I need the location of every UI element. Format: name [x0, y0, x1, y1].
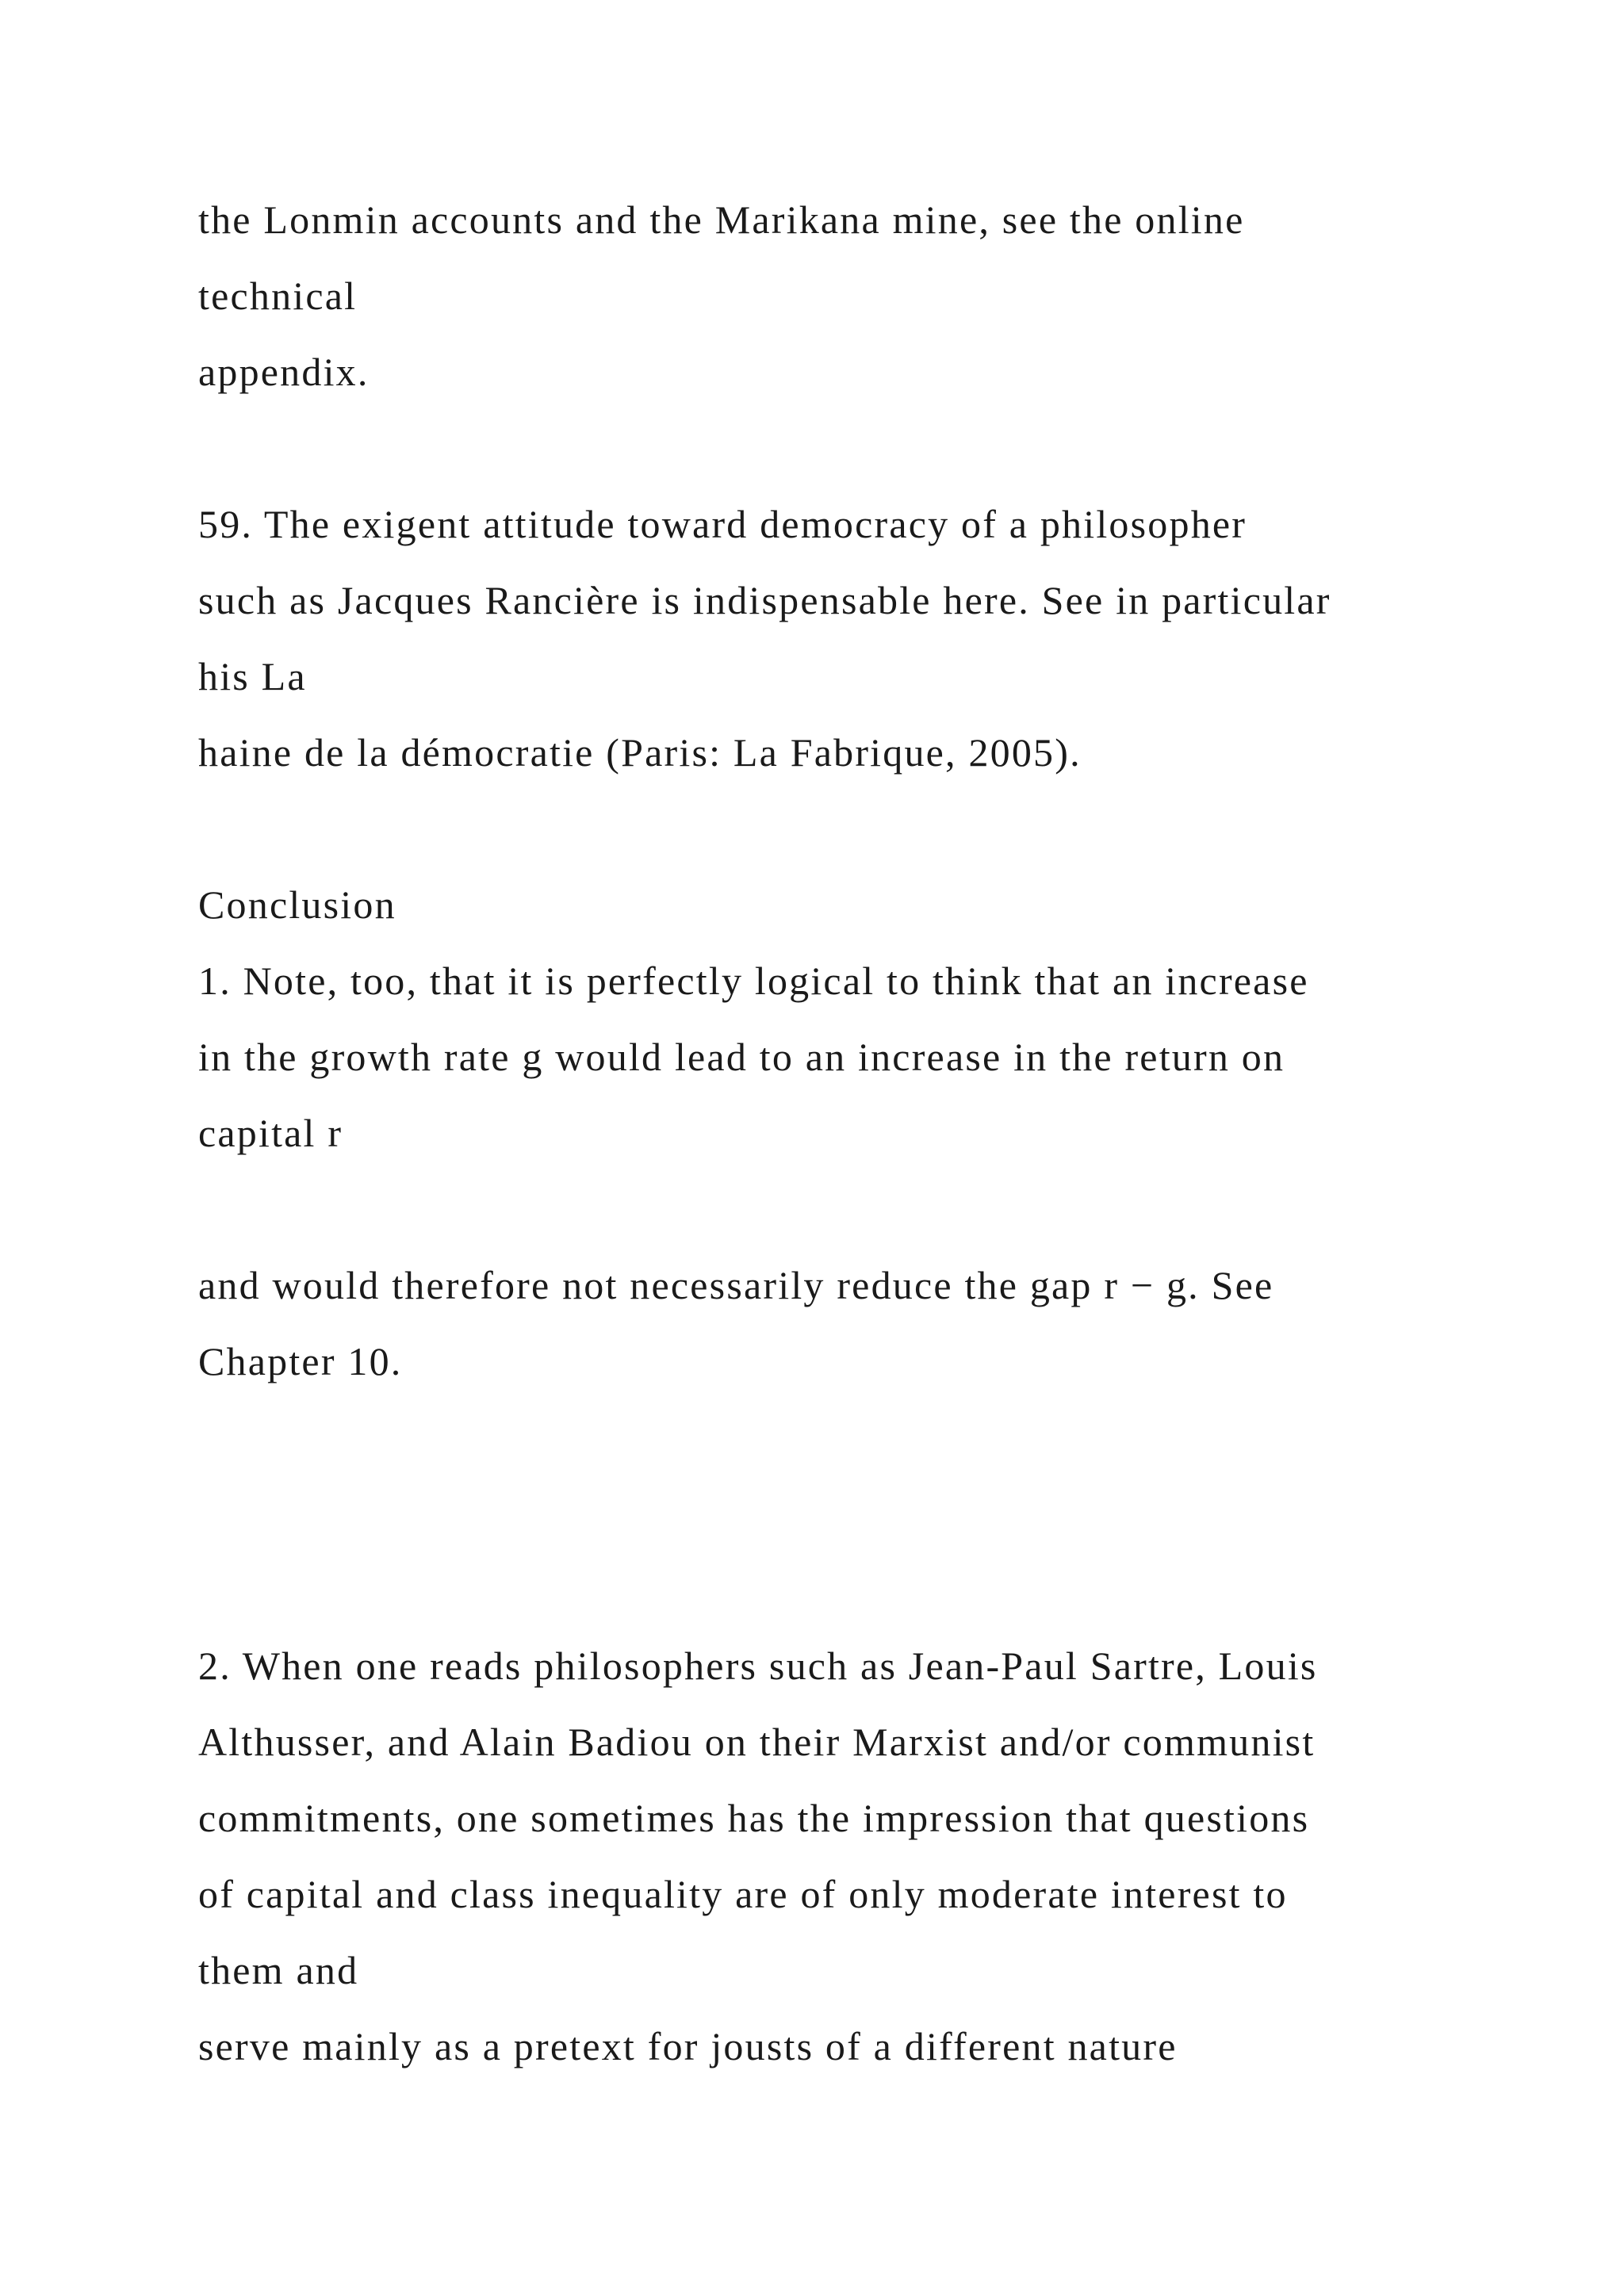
note-1-line-1: 1. Note, too, that it is perfectly logical to think that an increase	[198, 959, 1309, 1003]
note-2-line-2: Althusser, and Alain Badiou on their Marxist and/or communist	[198, 1720, 1316, 1764]
note-2-line-5: them and	[198, 1948, 359, 1992]
note-1-line-2: in the growth rate g would lead to an increase in the return on	[198, 1035, 1285, 1079]
note-58-line-3: appendix.	[198, 350, 370, 394]
note-59-line-3: his La	[198, 654, 307, 698]
note-58-line-1: the Lonmin accounts and the Marikana mine, see the online	[198, 197, 1245, 242]
section-heading: Conclusion	[198, 882, 396, 927]
note-2-line-4: of capital and class inequality are of only moderate interest to	[198, 1872, 1288, 1916]
note-1-line-3: capital r	[198, 1111, 343, 1155]
note-2-line-3: commitments, one sometimes has the impression that questions	[198, 1796, 1310, 1840]
note-59-line-4: haine de la démocratie (Paris: La Fabrique, 2005).	[198, 730, 1082, 775]
note-1-line-4: and would therefore not necessarily reduce the gap r − g. See	[198, 1263, 1274, 1307]
note-2-line-6: serve mainly as a pretext for jousts of a different nature	[198, 2024, 1178, 2068]
note-1-line-5: Chapter 10.	[198, 1339, 403, 1383]
note-2-line-1: 2. When one reads philosophers such as Jean-Paul Sartre, Louis	[198, 1644, 1318, 1688]
note-59-line-2: such as Jacques Rancière is indispensable here. See in particular	[198, 578, 1331, 622]
note-59-line-1: 59. The exigent attitude toward democracy of a philosopher	[198, 502, 1247, 546]
note-58-line-2: technical	[198, 274, 358, 318]
